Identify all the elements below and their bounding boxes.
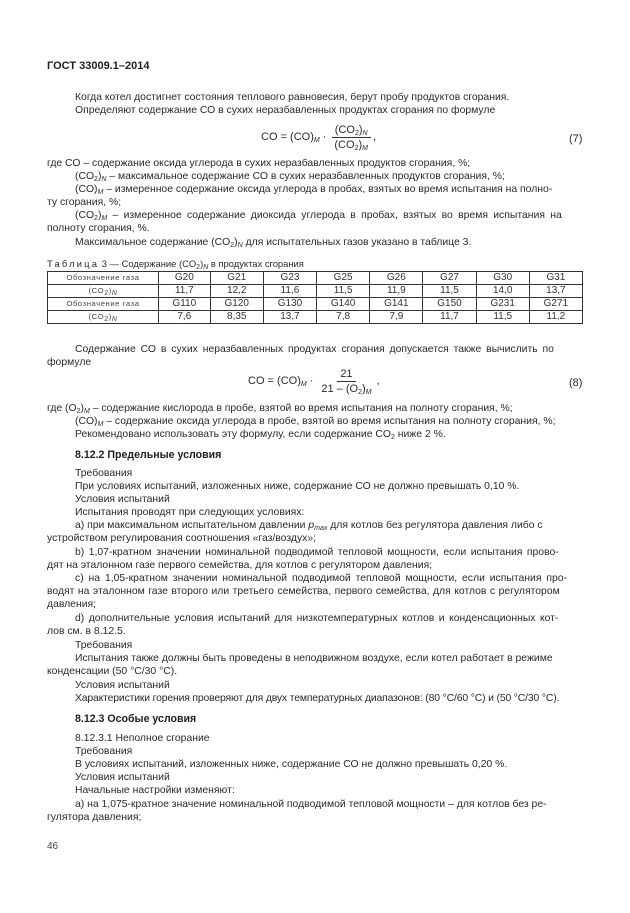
gas-cell: G27 bbox=[423, 272, 476, 285]
value-cell: 11,2 bbox=[529, 311, 582, 324]
condition-b-cont: дят на эталонном газе первого семейства, для котлов с регулятором давления; bbox=[47, 560, 433, 571]
row-label-gas: Обозначение газа bbox=[48, 272, 159, 285]
table-3-caption: Таблица 3 — Содержание $(CO_2)_N$ в продуктах сгорания bbox=[47, 258, 304, 271]
condition-c: c) на 1,05-кратном значении номинальной подводимой тепловой мощности, если испытания про- bbox=[75, 573, 567, 584]
row-label-gas: Обозначение газа bbox=[48, 298, 159, 311]
value-cell: 12,2 bbox=[210, 285, 263, 298]
standard-header: ГОСТ 33009.1–2014 bbox=[47, 60, 150, 72]
formula-7-comma: , bbox=[372, 131, 377, 144]
test-conditions-label: Условия испытаний bbox=[75, 494, 170, 505]
paragraph-alt-formula-cont: формуле bbox=[47, 357, 92, 368]
value-cell: 11,9 bbox=[370, 285, 423, 298]
condition-d-cont: лов см. в 8.12.5. bbox=[47, 626, 126, 637]
def-co-m-cont: ту сгорания, %; bbox=[47, 197, 122, 208]
gas-cell: G140 bbox=[317, 298, 370, 311]
equation-number-7: (7) bbox=[569, 133, 583, 145]
gas-cell: G120 bbox=[210, 298, 263, 311]
gas-cell: G21 bbox=[210, 272, 263, 285]
gas-cell: G231 bbox=[476, 298, 529, 311]
formula-8-comma: , bbox=[376, 375, 380, 388]
page-number: 46 bbox=[47, 841, 59, 852]
combustion-temp-ranges: Характеристики горения проверяют для двух температурных диапазонов: (80 °C/60 °C) и (50 °C/30 °C). bbox=[75, 693, 560, 704]
table-3-co2-content bbox=[47, 271, 583, 324]
paragraph-alt-formula: Содержание СО в сухих неразбавленных продуктах сгорания допускается также вычислить по bbox=[75, 344, 554, 355]
condition-a-cont: устройством регулирования соотношения «газ/воздух»; bbox=[47, 533, 316, 544]
formula-7 bbox=[261, 124, 376, 151]
value-cell: 11,7 bbox=[423, 311, 476, 324]
gas-cell: G150 bbox=[423, 298, 476, 311]
condition-c-cont2: давления; bbox=[47, 599, 97, 610]
gas-cell: G26 bbox=[370, 272, 423, 285]
formula-8 bbox=[248, 368, 380, 395]
formula-7-lhs: CO = $(CO)_M$ bbox=[261, 131, 320, 145]
requirements-label-3: Требования bbox=[75, 746, 133, 757]
requirement-still-air: Испытания также должны быть проведены в неподвижном воздухе, если котел работает в режиме bbox=[75, 653, 553, 664]
formula-7-denominator: $(CO_2)_M$ bbox=[334, 139, 368, 152]
section-8-12-3-1-title: 8.12.3.1 Неполное сгорание bbox=[75, 733, 210, 744]
max-co2-note: Максимальное содержание $(CO_2)_N$ для испытательных газов указано в таблице 3. bbox=[75, 237, 472, 249]
section-8-12-2-title: 8.12.2 Предельные условия bbox=[75, 449, 222, 461]
test-conditions-label-3: Условия испытаний bbox=[75, 772, 170, 783]
table-row-gas-1 bbox=[48, 272, 583, 285]
value-cell: 13,7 bbox=[529, 285, 582, 298]
value-cell: 11,5 bbox=[476, 311, 529, 324]
multiply-dot: · bbox=[322, 131, 327, 144]
table-row-gas-2 bbox=[48, 298, 583, 311]
requirements-label: Требования bbox=[75, 468, 133, 479]
table-row-co2-1 bbox=[48, 285, 583, 298]
value-cell: 13,7 bbox=[263, 311, 316, 324]
formula-recommendation: Рекомендовано использовать эту формулу, если содержание $CO_2$ ниже 2 %. bbox=[75, 429, 446, 441]
value-cell: 11,7 bbox=[159, 285, 211, 298]
def-o2-m: где $(O_2)_M$ – содержание кислорода в пробе, взятой во время испытания на полноту сгорания, %; bbox=[47, 403, 513, 415]
requirements-label-2: Требования bbox=[75, 640, 133, 651]
initial-settings-intro: Начальные настройки изменяют: bbox=[75, 785, 235, 796]
value-cell: 14,0 bbox=[476, 285, 529, 298]
multiply-dot: · bbox=[309, 375, 314, 388]
def-co2-m-cont: полноту сгорания, %. bbox=[47, 223, 150, 234]
table-row-co2-2 bbox=[48, 311, 583, 324]
value-cell: 7,8 bbox=[317, 311, 370, 324]
formula-7-numerator: $(CO_2)_N$ bbox=[332, 124, 371, 138]
def-co-m-8: $(CO)_M$ – содержание оксида углерода в пробе, взятой во время испытания на полноту сгорания, %; bbox=[75, 416, 556, 428]
gas-cell: G25 bbox=[317, 272, 370, 285]
requirement-still-air-cont: конденсации (50 °C/30 °C). bbox=[47, 666, 178, 677]
value-cell: 7,6 bbox=[159, 311, 211, 324]
condition-d: d) дополнительные условия испытаний для низкотемпературных котлов и конденсационных кот- bbox=[75, 613, 559, 624]
condition-c-cont: водят на эталонном газе второго или третьего семейства, первого семейства, для котлов с регулятором bbox=[47, 586, 560, 597]
gas-cell: G23 bbox=[263, 272, 316, 285]
def-co2-n: $(CO_2)_N$ – максимальное содержание СО в сухих неразбавленных продуктов сгорания, %; bbox=[75, 171, 505, 183]
row-label-co2: $(CO_2)_N$ bbox=[48, 285, 159, 298]
gas-cell: G30 bbox=[476, 272, 529, 285]
formula-8-numerator: 21 bbox=[337, 368, 355, 382]
formula-8-lhs: CO = $(CO)_M$ bbox=[248, 375, 307, 389]
formula-7-fraction bbox=[331, 124, 371, 151]
row-label-co2: $(CO_2)_N$ bbox=[48, 311, 159, 324]
value-cell: 8,35 bbox=[210, 311, 263, 324]
gas-cell: G271 bbox=[529, 298, 582, 311]
requirement-co-0-10: При условиях испытаний, изложенных ниже, содержание СО не должно превышать 0,10 %. bbox=[75, 481, 520, 492]
test-conditions-label-2: Условия испытаний bbox=[75, 680, 170, 691]
gas-cell: G31 bbox=[529, 272, 582, 285]
condition-a: a) при максимальном испытательном давлении $p_{max}$ для котлов без регулятора давления либо с bbox=[75, 520, 543, 532]
value-cell: 11,6 bbox=[263, 285, 316, 298]
gas-cell: G20 bbox=[159, 272, 211, 285]
paragraph-sampling: Когда котел достигнет состояния теплового равновесия, берут пробу продуктов сгорания. bbox=[75, 92, 510, 103]
condition-b: b) 1,07-кратном значении номинальной подводимой тепловой мощности, если испытания прово- bbox=[75, 547, 559, 558]
setting-a: a) на 1,075-кратное значение номинальной подводимой тепловой мощности – для котлов без ре- bbox=[75, 799, 547, 810]
gas-cell: G130 bbox=[263, 298, 316, 311]
gas-cell: G110 bbox=[159, 298, 211, 311]
formula-8-fraction bbox=[318, 368, 374, 395]
setting-a-cont: гулятора давления; bbox=[47, 812, 142, 823]
value-cell: 11,5 bbox=[423, 285, 476, 298]
def-co-m: $(CO)_M$ – измеренное содержание оксида углерода в пробах, взятых во время испытания на полно- bbox=[75, 184, 553, 196]
gas-cell: G141 bbox=[370, 298, 423, 311]
value-cell: 7,9 bbox=[370, 311, 423, 324]
requirement-co-0-20: В условиях испытаний, изложенных ниже, содержание СО не должно превышать 0,20 %. bbox=[75, 759, 508, 770]
formula-8-denominator: $21 - (O_2)_M$ bbox=[321, 383, 372, 396]
equation-number-8: (8) bbox=[569, 377, 583, 389]
paragraph-determine-co: Определяют содержание СО в сухих неразбавленных продуктах сгорания по формуле bbox=[75, 105, 496, 116]
test-conditions-intro: Испытания проводят при следующих условиях: bbox=[75, 507, 305, 518]
section-8-12-3-title: 8.12.3 Особые условия bbox=[75, 713, 197, 725]
value-cell: 11,5 bbox=[317, 285, 370, 298]
def-co: где СО – содержание оксида углерода в сухих неразбавленных продуктов сгорания, %; bbox=[47, 158, 471, 169]
def-co2-m: $(CO_2)_M$ – измеренное содержание диоксида углерода в пробах, взятых во время испытания на bbox=[75, 210, 562, 222]
